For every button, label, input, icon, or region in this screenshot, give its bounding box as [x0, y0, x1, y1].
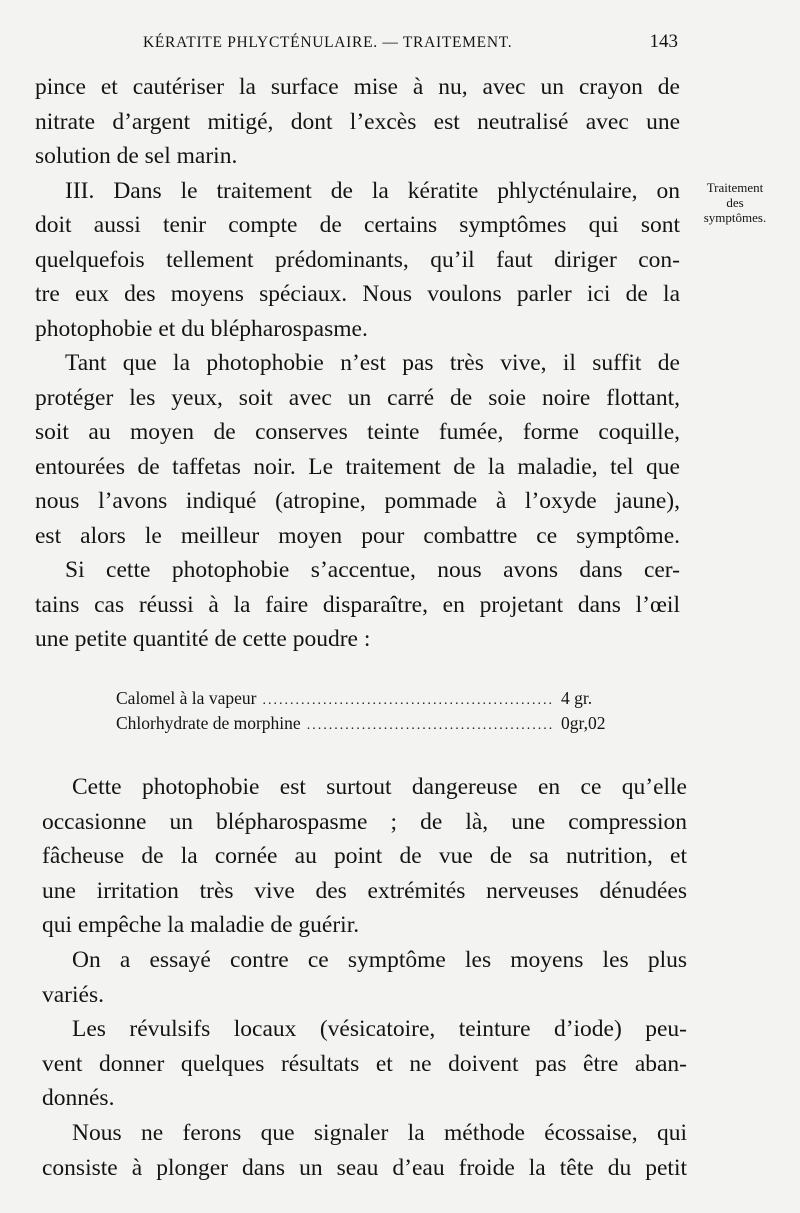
prescription-row [116, 686, 621, 711]
text-line: occasionne un blépharospasme ; de là, une compression [42, 808, 687, 835]
text-line: entourées de taffetas noir. Le traitement de la maladie, tel que [35, 453, 680, 480]
running-head [38, 30, 678, 58]
text-line: solution de sel marin. [35, 143, 238, 169]
ingredient-quantity: 4 gr. [561, 688, 593, 708]
text-line: On a essayé contre ce symptôme les moyens les plus [72, 946, 687, 973]
text-line: est alors le meilleur moyen pour combattre ce symptôme. [35, 522, 680, 549]
text-line: tre eux des moyens spéciaux. Nous voulons parler ici de la [35, 281, 680, 307]
text-line: donnés. [42, 1085, 115, 1112]
text-line: nous l’avons indiqué (atropine, pommade à l’oxyde jaune), [35, 488, 680, 514]
text-line: Cette photophobie est surtout dangereuse en ce qu’elle [72, 774, 687, 800]
prescription-row [116, 711, 621, 736]
body-text-top [35, 70, 680, 657]
body-text-bottom [42, 770, 687, 1185]
text-line: variés. [42, 981, 104, 1008]
ingredient-name: Calomel à la vapeur [116, 688, 257, 708]
ingredient-name: Chlorhydrate de morphine [116, 713, 301, 733]
text-line: qui empêche la maladie de guérir. [42, 912, 360, 939]
text-line: fâcheuse de la cornée au point de vue de sa nutrition, et [42, 843, 687, 870]
text-line: Tant que la photophobie n’est pas très vive, il suffit de [65, 350, 680, 376]
dot-leader [307, 713, 555, 738]
text-line: consiste à plonger dans un seau d’eau froide la tête du petit [42, 1154, 687, 1181]
dot-leader [262, 688, 555, 713]
page-number: 143 [649, 31, 678, 52]
margin-note-line: symptômes. [703, 210, 767, 225]
text-line: pince et cautériser la surface mise à nu, avec un crayon de [35, 74, 680, 100]
text-line: Si cette photophobie s’accentue, nous avons dans cer- [65, 557, 680, 583]
ingredient-quantity: 0gr,02 [561, 713, 606, 733]
text-line: tains cas réussi à la faire disparaître, en projetant dans l’œil [35, 591, 680, 618]
text-line: soit au moyen de conserves teinte fumée, forme coquille, [35, 419, 680, 445]
text-line: une petite quantité de cette poudre : [35, 626, 371, 652]
running-head-title: KÉRATITE PHLYCTÉNULAIRE. — TRAITEMENT. [143, 34, 513, 51]
text-line: III. Dans le traitement de la kératite phlycténulaire, on [65, 177, 680, 204]
text-line: Les révulsifs locaux (vésicatoire, teinture d’iode) peu- [72, 1016, 687, 1043]
text-line: Nous ne ferons que signaler la méthode écossaise, qui [72, 1119, 687, 1146]
margin-note-line: des [726, 195, 744, 210]
margin-note [690, 180, 780, 225]
text-line: doit aussi tenir compte de certains symptômes qui sont [35, 212, 680, 238]
text-line: protéger les yeux, soit avec un carré de soie noire flottant, [35, 384, 680, 411]
text-line: une irritation très vive des extrémités nerveuses dénudées [42, 877, 687, 904]
text-line: quelquefois tellement prédominants, qu’il faut diriger con- [35, 246, 680, 273]
prescription [116, 686, 621, 736]
margin-note-line: Traitement [706, 180, 764, 195]
text-line: photophobie et du blépharospasme. [35, 315, 368, 342]
text-line: nitrate d’argent mitigé, dont l’excès est neutralisé avec une [35, 108, 680, 135]
text-line: vent donner quelques résultats et ne doivent pas être aban- [42, 1050, 687, 1077]
